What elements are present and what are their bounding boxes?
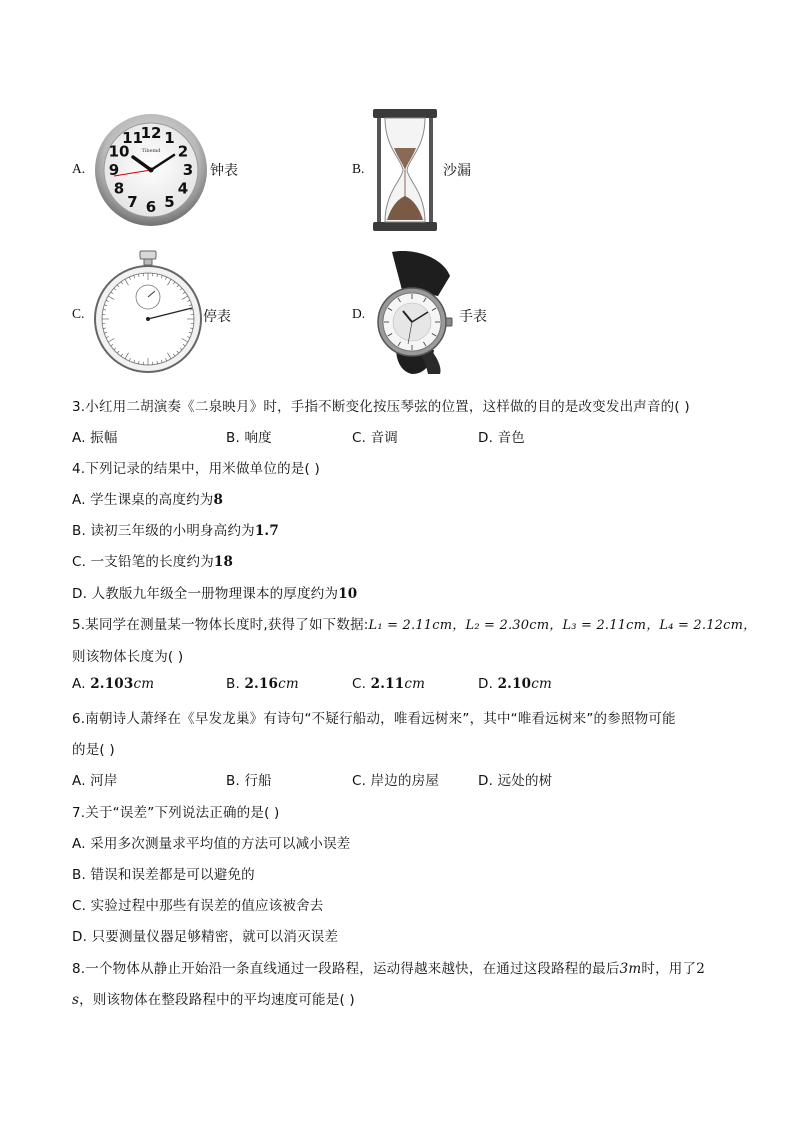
clock-numeral: 2: [177, 142, 189, 161]
option-d-letter: D.: [352, 306, 366, 321]
clock-numeral: 4: [177, 179, 189, 198]
clock-numeral: 8: [113, 179, 125, 198]
q4-option-d: D. 人教版九年级全一册物理课本的厚度约为10: [72, 586, 358, 602]
clock-numeral: 5: [164, 193, 175, 211]
clock-brand: Tibemd: [141, 148, 161, 154]
q5-option-a: A. 2.103cm: [72, 676, 155, 692]
stopwatch-icon: [92, 250, 204, 374]
q5-measurements: L₁ = 2.11cm，L₂ = 2.30cm，L₃ = 2.11cm，L₄ = 2.12cm，: [368, 618, 757, 633]
q7-option-c: C. 实验过程中那些有误差的值应该被舍去: [72, 898, 324, 914]
q5-option-b: B. 2.16cm: [226, 676, 299, 692]
clock-numeral: 10: [108, 142, 130, 161]
question-8-text: 8.一个物体从静止开始沿一条直线通过一段路程，运动得越来越快，在通过这段路程的最后3m时，用了2: [72, 961, 705, 977]
option-c-letter: C.: [72, 306, 85, 321]
q6-option-a: A. 河岸: [72, 773, 118, 789]
question-5-text: 5.某同学在测量某一物体长度时,获得了如下数据:L₁ = 2.11cm，L₂ = 2.30cm，L₃ = 2.11cm，L₄ = 2.12cm，: [72, 617, 757, 633]
question-4-text: 4.下列记录的结果中，用米做单位的是( ): [72, 461, 320, 477]
option-a-label: 钟表: [210, 163, 238, 179]
q4-option-a: A. 学生课桌的高度约为8: [72, 492, 224, 508]
q3-option-b: B. 响度: [226, 430, 272, 446]
q3-option-d: D. 音色: [478, 430, 525, 446]
question-6-text: 6.南朝诗人萧绎在《早发龙巢》有诗句“不疑行船动，唯看远树来”，其中“唯看远树来”的参照物可能: [72, 711, 676, 727]
wall-clock-icon: [94, 113, 208, 227]
question-3-text: 3.小红用二胡演奏《二泉映月》时，手指不断变化按压琴弦的位置，这样做的目的是改变发出声音的( ): [72, 399, 690, 415]
q6-option-b: B. 行船: [226, 773, 272, 789]
clock-numeral: 6: [145, 198, 157, 216]
q3-option-c: C. 音调: [352, 430, 399, 446]
question-8-text-2: s，则该物体在整段路程中的平均速度可能是( ): [72, 992, 355, 1008]
q6-option-c: C. 岸边的房屋: [352, 773, 440, 789]
q4-option-c: C. 一支铅笔的长度约为18: [72, 554, 234, 570]
hourglass-icon: [372, 108, 438, 232]
q5-option-d: D. 2.10cm: [478, 676, 553, 692]
q7-option-a: A. 采用多次测量求平均值的方法可以减小误差: [72, 836, 351, 852]
wristwatch-icon: [372, 250, 458, 376]
question-5-text-2: 则该物体长度为( ): [72, 649, 184, 665]
clock-numeral: 1: [164, 129, 175, 147]
q7-option-b: B. 错误和误差都是可以避免的: [72, 867, 255, 883]
question-7-text: 7.关于“误差”下列说法正确的是( ): [72, 805, 280, 821]
q5-option-c: C. 2.11cm: [352, 676, 426, 692]
q6-option-d: D. 远处的树: [478, 773, 553, 789]
q7-option-d: D. 只要测量仪器足够精密，就可以消灭误差: [72, 929, 339, 945]
question-6-text-2: 的是( ): [72, 742, 115, 758]
q4-option-b: B. 读初三年级的小明身高约为1.7: [72, 523, 279, 539]
clock-numeral: 3: [182, 161, 194, 179]
option-b-label: 沙漏: [443, 163, 471, 179]
clock-numeral: 9: [108, 161, 120, 179]
option-d-label: 手表: [459, 309, 487, 325]
clock-numeral: 11: [122, 129, 143, 147]
option-b-letter: B.: [352, 161, 365, 176]
q3-option-a: A. 振幅: [72, 430, 118, 446]
option-c-label: 停表: [203, 309, 231, 325]
option-a-letter: A.: [72, 161, 86, 176]
clock-numeral: 7: [127, 193, 138, 211]
clock-numeral: 12: [140, 124, 162, 142]
